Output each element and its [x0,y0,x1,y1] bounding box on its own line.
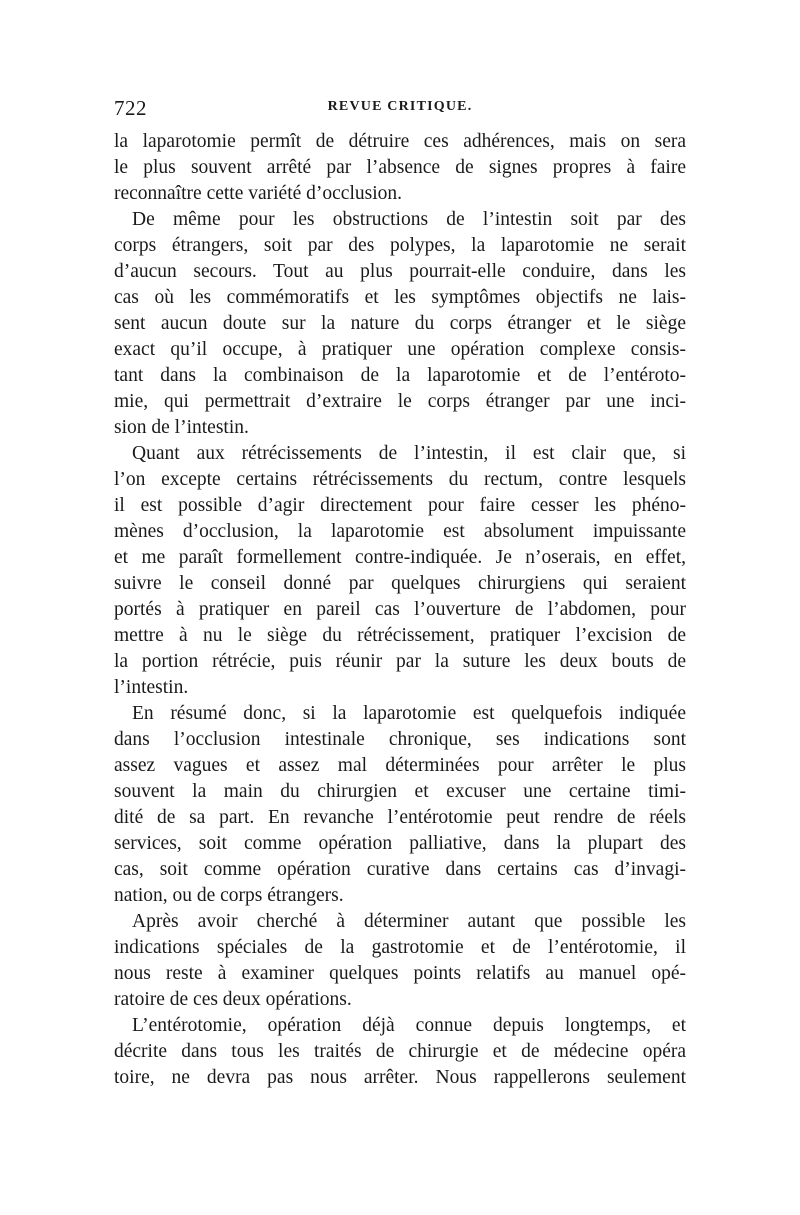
text-line: tant dans la combinaison de la laparotomie et de l’entéroto- [114,365,686,386]
text-line: De même pour les obstructions de l’intestin soit par des [132,209,686,230]
text-line: cas où les commémoratifs et les symptômes objectifs ne lais- [114,287,686,308]
text-line: portés à pratiquer en pareil cas l’ouverture de l’abdomen, pour [114,599,686,620]
text-line: décrite dans tous les traités de chirurgie et de médecine opéra [114,1041,686,1062]
text-line: corps étrangers, soit par des polypes, la laparotomie ne serait [114,235,686,256]
text-line: nous reste à examiner quelques points relatifs au manuel opé- [114,963,686,984]
text-line: L’entérotomie, opération déjà connue depuis longtemps, et [132,1015,686,1036]
text-line: sion de l’intestin. [114,417,249,438]
text-line: souvent la main du chirurgien et excuser une certaine timi- [114,781,686,802]
text-line: cas, soit comme opération curative dans certains cas d’invagi- [114,859,686,880]
text-line: sent aucun doute sur la nature du corps étranger et le siège [114,313,686,334]
text-line: mènes d’occlusion, la laparotomie est absolument impuissante [114,521,686,542]
text-line: dité de sa part. En revanche l’entérotomie peut rendre de réels [114,807,686,828]
text-line: reconnaître cette variété d’occlusion. [114,183,403,204]
text-line: assez vagues et assez mal déterminées pour arrêter le plus [114,755,686,776]
text-line: d’aucun secours. Tout au plus pourrait-elle conduire, dans les [114,261,686,282]
text-line: ratoire de ces deux opérations. [114,989,352,1010]
text-line: la laparotomie permît de détruire ces adhérences, mais on sera [114,131,686,152]
text-line: suivre le conseil donné par quelques chirurgiens qui seraient [114,573,686,594]
body-text [114,129,686,1091]
text-line: dans l’occlusion intestinale chronique, ses indications sont [114,729,686,750]
text-line: exact qu’il occupe, à pratiquer une opération complexe consis- [114,339,686,360]
text-line: Quant aux rétrécissements de l’intestin, il est clair que, si [132,443,686,464]
text-line: mettre à nu le siège du rétrécissement, pratiquer l’excision de [114,625,686,646]
text-line: le plus souvent arrêté par l’absence de signes propres à faire [114,157,686,178]
text-line: et me paraît formellement contre-indiquée. Je n’oserais, en effet, [114,547,686,568]
text-line: Après avoir cherché à déterminer autant que possible les [132,911,686,932]
page-number: 722 [114,96,147,120]
text-line: En résumé donc, si la laparotomie est quelquefois indiquée [132,703,686,724]
running-head: REVUE CRITIQUE. [327,99,473,114]
text-line: indications spéciales de la gastrotomie et de l’entérotomie, il [114,937,686,958]
text-line: il est possible d’agir directement pour faire cesser les phéno- [114,495,686,516]
text-line: l’on excepte certains rétrécissements du rectum, contre lesquels [114,469,686,490]
text-line: services, soit comme opération palliative, dans la plupart des [114,833,686,854]
text-line: la portion rétrécie, puis réunir par la suture les deux bouts de [114,651,686,672]
text-line: mie, qui permettrait d’extraire le corps étranger par une inci- [114,391,686,412]
text-line: nation, ou de corps étrangers. [114,885,344,906]
text-line: l’intestin. [114,677,189,698]
page-header [114,96,686,122]
text-line: toire, ne devra pas nous arrêter. Nous rappellerons seulement [114,1067,686,1088]
